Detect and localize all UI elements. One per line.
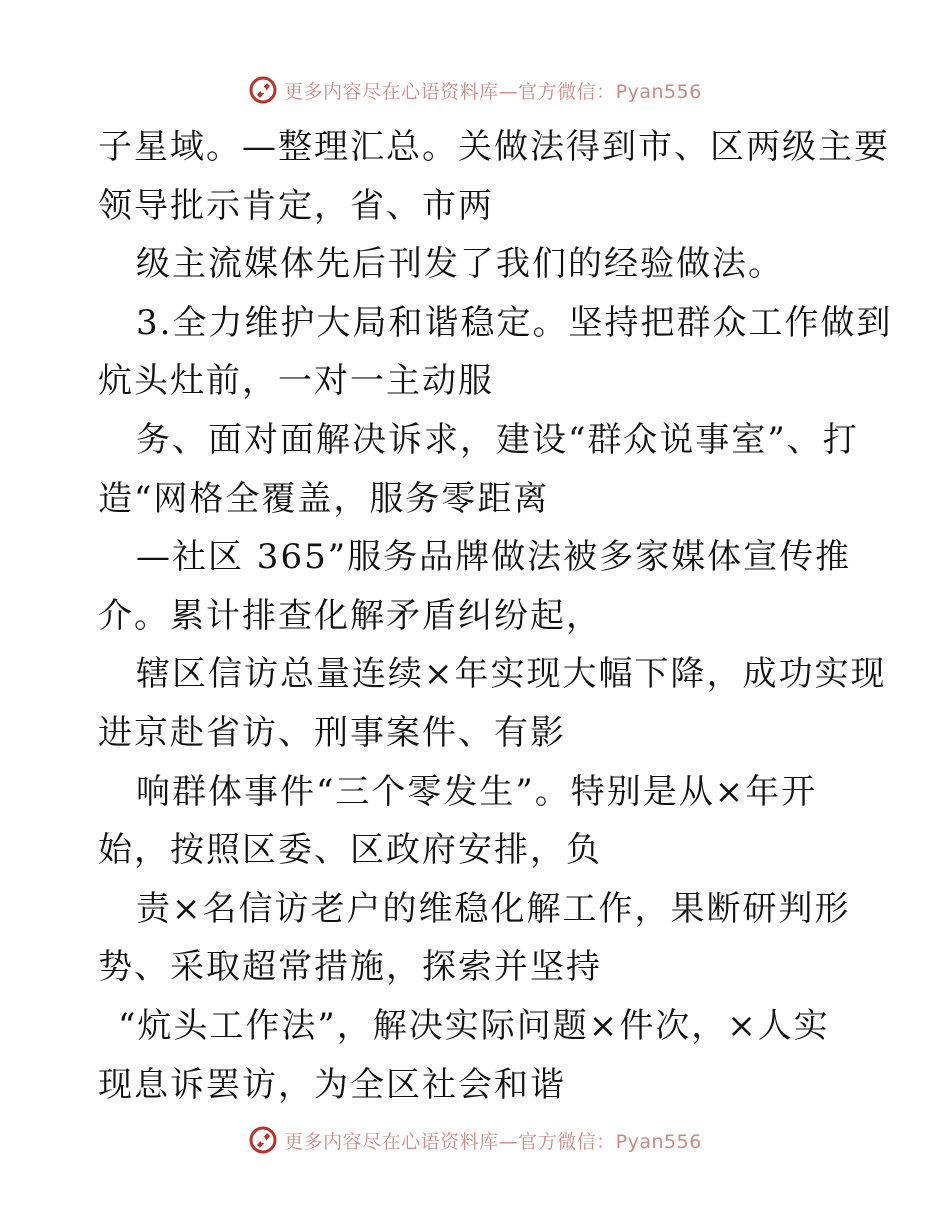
footer-banner-text: 更多内容尽在心语资料库—官方微信：Pyan556 (284, 1130, 702, 1153)
text-line: 炕头灶前，一对一主动服 (98, 361, 494, 402)
footer-banner (0, 1120, 950, 1160)
text-line: 领导批示肯定，省、市两 (98, 185, 494, 226)
text-line: 现息诉罢访，为全区社会和谐 (98, 1064, 566, 1105)
document-body (98, 118, 893, 1114)
text-line: 子星域。—整理汇总。关做法得到市、区两级主要 (98, 127, 890, 167)
text-line: 责×名信访老户的维稳化解工作，果断研判形 (136, 888, 851, 929)
text-line: —社区 365”服务品牌做法被多家媒体宣传推 (136, 537, 852, 578)
text-line: 势、采取超常措施，探索并坚持 (98, 947, 602, 988)
text-line: 进京赴省访、刑事案件、有影 (98, 712, 566, 753)
red-circular-logo-icon (248, 1125, 278, 1155)
header-banner-text: 更多内容尽在心语资料库—官方微信：Pyan556 (284, 80, 702, 103)
text-line: “炕头工作法”，解决实际问题×件次，×人实 (118, 1005, 830, 1046)
text-line: 辖区信访总量连续×年实现大幅下降，成功实现 (136, 654, 887, 695)
text-line: 始，按照区委、区政府安排，负 (98, 830, 602, 871)
red-circular-logo-icon (248, 75, 278, 105)
header-banner (0, 70, 950, 110)
text-line: 介。累计排查化解矛盾纠纷起， (98, 595, 602, 636)
text-line: 级主流媒体先后刊发了我们的经验做法。 (136, 244, 784, 285)
text-line: 造“网格全覆盖，服务零距离 (98, 478, 550, 519)
text-line: 响群体事件“三个零发生”。特别是从×年开 (136, 771, 818, 812)
text-line: 3.全力维护大局和谐稳定。坚持把群众工作做到 (136, 302, 893, 343)
text-line: 务、面对面解决诉求，建设“群众说事室”、打 (136, 419, 859, 460)
